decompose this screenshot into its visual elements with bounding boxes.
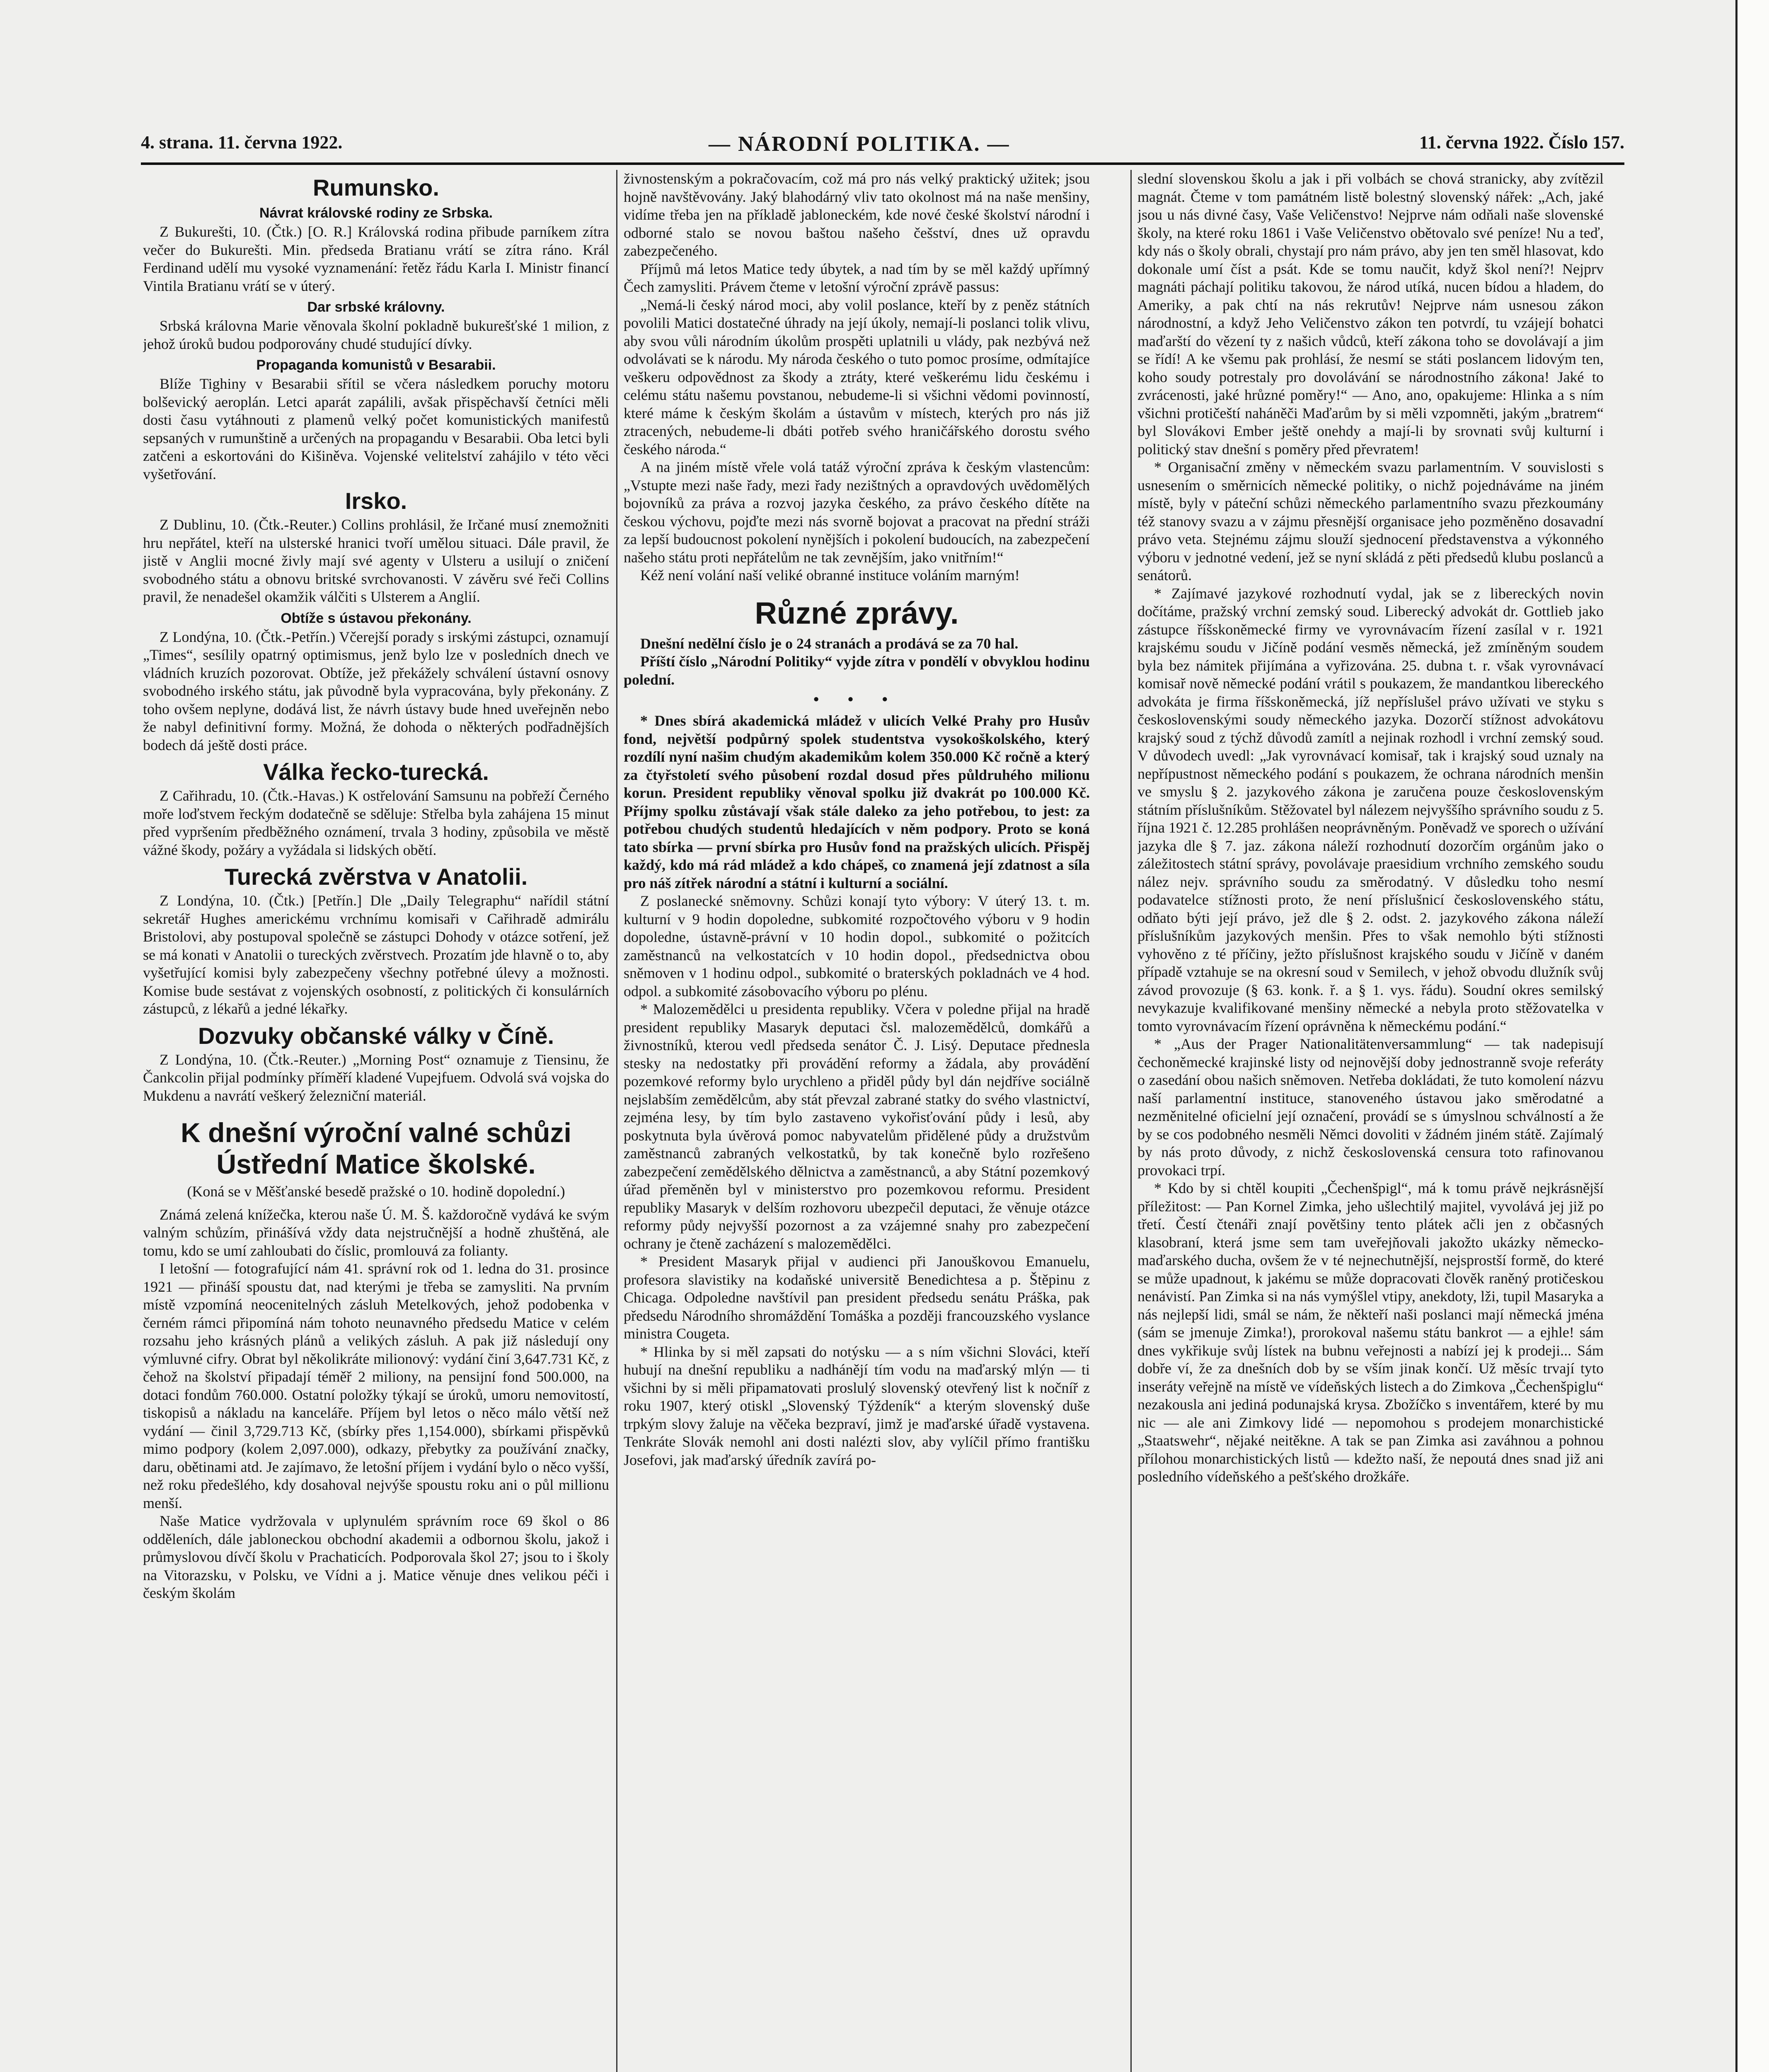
- column-1: [143, 170, 609, 2072]
- column-2: [624, 170, 1090, 2072]
- article-heading: Dozvuky občanské války v Číně.: [198, 1022, 554, 1049]
- article-paragraph: I letošní — fotografující nám 41. správní rok od 1. ledna do 31. prosince 1921 — přináší spoustu dat, nad kterými je třeba se zamysliti. Na prvním místě vzpomíná neocenitelných zásluh Metelkových, jehož podobenka v černém rámci připomíná nám tohoto neunavného předsedu Matice v celém rozsahu jeho krásných plánů a velikých zásluh. A pak již následují ony výmluvné cifry. Obrat byl několikráte milionový: vydání činí 3,647.731 Kč, z čehož na školství připadají téměř 2 miliony, na pensijní fond 500.000, na dotaci fondům 760.000. Ostatní položky týkají se úroků, umoru nemovitostí, tiskopisů a nákladu na kanceláře. Příjem byl letos o něco málo větší než vydání — činil 3,729.713 Kč, (sbírky přes 1,154.000), sbírkami přispěvků mimo podpory (kolem 2,097.000), odkazy, přebytky za používání značky, daru, obětinami atd. Je zajímavo, že letošní příjem i vydání bylo o něco vyšší, než roku předešlého, kdy dosahoval nejvýše spoustu roku ani o půl millionu menší.: [143, 1260, 609, 1511]
- article-subheading: Propaganda komunistů v Besarabii.: [256, 357, 496, 373]
- header-right: 11. června 1922. Číslo 157.: [1419, 132, 1624, 152]
- article-paragraph: Srbská královna Marie věnovala školní pokladně bukurešťské 1 milion, z jehož úroků budou podporovány chudé studující dívky.: [143, 317, 609, 352]
- article-paragraph: živnostenským a pokračovacím, což má pro nás velký praktický užitek; jsou hojně navštěvovány. Jaký blahodárný vliv tato okolnost má na naše menšiny, vidíme třeba jen na příkladě jabloneckém, kde nové české školství národní i odborné stalo se novou baštou našeho češství, dnes už opravdu zabezpečeného.: [624, 170, 1090, 259]
- adjacent-page-edge: [1735, 0, 1769, 2072]
- feature-heading: K dnešní výroční valné schůzi Ústřední Matice školské.: [181, 1117, 571, 1179]
- article-paragraph: * Zajímavé jazykové rozhodnutí vydal, jak se z libereckých novin dočítáme, pražský vrchní zemský soud. Liberecký advokát dr. Gottlieb jako zástupce říšskoněmecké firmy ve vyrovnávacím řízení zasílal v r. 1921 krajskému soudu v Jičíně podání vesměs německá, jež zmíněným soudem byla bez námitek přijímána a vyřizována. 25. dubna t. r. však vyrovnávací komisař nově německé podání vrátil s poukazem, že mandantkou libereckého advokáta je firma říšskoněmecká, jíž nepříslušel právo užívati ve styku s československými soudy německého jazyka. Dozorčí stížnost advokátovu krajský soud z týchž důvodů zamítl a nejinak rozhodl i vrchní zemský soud. V důvodech uvedl: „Jak vyrovnávací komisař, tak i krajský soud uznaly na nepřípustnost německého podání s poukazem, že ochrana národních menšin ve smyslu § 2. jazykového zákona je zaručena pouze československým státním příslušníkům. Stěžovatel byl nálezem nejvyššího správního soudu z 5. října 1921 č. 12.285 prohlášen neoprávněným. Poněvadž ve sporech o užívání jazyka dle § 7. jaz. zákona náleží rozhodnutí dozorčím orgánům jako o záležitostech státní správy, povolávaje praesidium vrchního zemského soudu nález nejv. správního soudu za směrodatný. V důsledku toho nesmí podavatelce stížnosti proto, že není příslušnicí československého státu, odňato býti její právo, jež dle § 2. odst. 2. jazykového zákona náleží příslušníkům jazykových menšin. Přes to však nemohlo býti stížnosti vyhověno z té příčiny, ježto příslušnost krajského soudu v Jičíně v daném případě vztahuje se na okresní soud v Semilech, v jehož obvodu dlužník svůj závod provozuje (§ 63. konk. ř. a § 1. vys. řádu). Soudní okres semilský nevykazuje kvalifikované menšiny německé a nebyla proto stěžovatelka v tomto vyrovnávacím řízení oprávněna k německému podání.“: [1137, 585, 1604, 1034]
- article-paragraph: Z Londýna, 10. (Čtk.-Reuter.) „Morning Post“ oznamuje z Tiensinu, že Čankcolin přijal podmínky příměří kladené Vupejfuem. Odvolá svá vojska do Mukdenu a navrátí veškerý železniční materiál.: [143, 1051, 609, 1104]
- article-paragraph: * „Aus der Prager Nationalitätenversammlung“ — tak nadepisují čechoněmecké krajinské listy od nejnovější doby jednostranně svoje referáty o zasedání obou našich sněmoven. Netřeba dokládati, že tuto komolení názvu naší parlamentní instituce, stanoveného ústavou jako směrodatné a nezměnitelné oficielní její označení, provádí se s úmyslnou schválností a že by se cos podobného nesměli Němci dovoliti v žádném jiném státě. Zajímalý by nás proto důvody, z nichž československá censura toto rafinovanou provokaci trpí.: [1137, 1036, 1604, 1179]
- article-paragraph: A na jiném místě vřele volá tatáž výroční zpráva k českým vlastencům: „Vstupte mezi naše řady, mezi řady nezištných a opravdových uvědomělých bojovníků za práva a rozvoj jazyka českého, za právo českého dítěte na českou výchovu, pojďte mezi nás svorně bojovat a pracovat na přední stráži za lepší budoucnost pokolení nynějších i pokolení budoucích, na zabezpečení našeho státu proti nepřátelům ne tak zevnějším, jako vnitřním!“: [624, 459, 1090, 566]
- article-paragraph: Příjmů má letos Matice tedy úbytek, a nad tím by se měl každý upřímný Čech zamysliti. Právem čteme v letošní výroční zprávě passus:: [624, 260, 1090, 295]
- article-subheading: Návrat královské rodiny ze Srbska.: [259, 205, 493, 221]
- article-heading: Rumunsko.: [313, 174, 439, 201]
- article-paragraph: * Organisační změny v německém svazu parlamentním. V souvislosti s usnesením o směrnicích německé politiky, o nichž pojednáváme na jiném místě, byly v páteční schůzi německého parlamentního svazu přezkoumány též stanovy svazu a v zájmu přesnější organisace jeho pozměněno dosavadní právo veta. Stejnému zájmu slouží sjednocení představenstva a výkonného výboru v jednotné vedení, jež se nyní skládá z pěti předsedů klubu poslanců a senátorů.: [1137, 459, 1604, 583]
- article-paragraph: slední slovenskou školu a jak i při volbách se chová stranicky, aby zvítězil magnát. Čteme v tom památném listě bolestný slovenský nářek: „Ach, jaké jsou u nás divné časy, Vaše Veličenstvo! Nejprve nám odňali naše slovenské školy, na které roku 1861 i Vaše Veličenstvo obětovalo své peníze! Nu a teď, kdy nás o školy obrali, chystají pro nám právo, aby jen ten směl hlasovat, kdo dokonale umí číst a psát. Kde se tomu naučit, když škol není?! Nejprv magnáti páchají politiku takovou, že národ utíká, nucen bídou a hladem, do Ameriky, a pak chtí na nás rekrutův! Nejprve nám usnesou zákon národnostní, a když Jeho Veličenstvo zákon ten potvrdí, tu vzájejí bohatci maďarští do vězení ty z našich vůdců, kteří zákona toho se dovolávají a jim se řídí! A ke všemu pak prohlásí, že nesmí se státi poslancem lidovým ten, koho soudy potrestaly pro dovolávání se národnostního zákona! Jaké to zvrácenosti, jaké hrůzné poměry!“ — Ano, ano, opakujeme: Hlinka a s ním všichni protičeští naháněči Maďarům by si měli vzpomněti, jakým „bratrem“ byl Slovákovi Ember ještě onehdy a mají-li by srovnati svůj kulturní i politický stav dnešní s poměry před převratem!: [1137, 170, 1604, 457]
- article-paragraph: Z Cařihradu, 10. (Čtk.-Havas.) K ostřelování Samsunu na pobřeží Černého moře loďstvem řeckým dodatečně se sděluje: Střelba byla zahájena 15 minut před vypršením předběžného oznámení, trvala 3 hodiny, způsobila ve městě vážné škody, požáry a vyžádala si lidských obětí.: [143, 787, 609, 858]
- notice: Dnešní nedělní číslo je o 24 stranách a prodává se za 70 hal.: [640, 635, 1019, 652]
- article-paragraph: Naše Matice vydržovala v uplynulém správním roce 69 škol o 86 odděleních, dále jabloneckou obchodní akademii a odbornou školu, jakož i průmyslovou dívčí školu v Prachaticích. Podporovala škol 27; jsou to i školy na Vitorazsku, v Polsku, ve Vídni a j. Matice věnuje dnes velikou péči i českým školám: [143, 1513, 609, 1602]
- article-heading: Irsko.: [345, 488, 407, 514]
- article-paragraph: Z Londýna, 10. (Čtk.-Petřín.) Včerejší porady s irskými zástupci, oznamují „Times“, sesílily opatrný optimismus, jenž bylo lze v posledních dnech ve vládních kruzích pozorovat. Obtíže, jež překážely schválení ústavní osnovy svobodného irského státu, jak původně byla vypracována, byly překonány. Z toho ovšem neplyne, dodává list, že návrh ústavy bude hned uveřejněn nebo že nabyl definitivní formy. Možná, že dohoda o některých podřadnějších bodech dá ještě dosti práce.: [143, 628, 609, 753]
- article-paragraph: Z Dublinu, 10. (Čtk.-Reuter.) Collins prohlásil, že Irčané musí znemožniti hru nepřátel, kteří na ulsterské hranici tvoří umělou situaci. Dále pravil, že jistě v Anglii mocné živly mají své agenty v Ulsteru a usilují o zničení svobodného státu a obnovu britské svrchovanosti. V závěru své řeči Collins pravil, že nenadešel okamžik válčiti s Ulsterem a Anglií.: [143, 516, 609, 605]
- feature-subtitle: (Koná se v Měšťanské besedě pražské o 10. hodině dopolední.): [187, 1183, 565, 1200]
- article-paragraph: * Hlinka by si měl zapsati do notýsku — a s ním všichni Slováci, kteří hubují na dnešní republiku a nadhánějí tím vodu na maďarský mlýn — ti všichni by si měli připamatovati proslulý slovenský otevřený list k nočníř z roku 1907, který otiskl „Slovenský Týždeník“ a kterým slovenský duše trpkým slovy žaluje na věčeka bezpraví, jimž je maďarské úřadě vystavena. Tenkráte Slovák nemohl ani dosti nalézti slov, aby vylíčil přímo františku Josefovi, jak maďarský úředník zavírá po-: [624, 1343, 1090, 1468]
- article-paragraph: Z Bukurešti, 10. (Čtk.) [O. R.] Královská rodina přibude parníkem zítra večer do Bukurešti. Min. předseda Bratianu vrátí se zítra ráno. Král Ferdinand udělí mu vysoké vyznamenání: řetěz řádu Karla I. Ministr financí Vintila Bratianu vrátí se v úterý.: [143, 223, 609, 294]
- column-divider: [1130, 170, 1132, 2072]
- header-rule: [141, 162, 1624, 165]
- article-paragraph: * Malozemědělci u presidenta republiky. Včera v poledne přijal na hradě president republiky Masaryk deputaci čsl. malozemědělců, domkářů a živnostníků, kterou vedl předseda senátor Č. J. Lisý. Deputace přednesla stesky na nedostatky při provádění reformy a žádala, aby provádění pozemkové reformy bylo urychleno a přiděl půdy byl dán nejdříve sociálně nejslabším zemědělcům, aby stát převzal zabrané statky do svého vlastnictví, zejména lesy, by tím bylo zastaveno vykořisťování půdy i lesů, aby poskytnuta byla úvěrová pomoc nabyvatelům přidělené půdy a družstvům zaměstnanců zabraných velkostatků, by tak konečně bylo rozřešeno zabezpečení zemědělského dělnictva a zaměstnanců, a aby Státní pozemkový úřad přeměněn byl v ministerstvo pro pozemkovou reformu. President republiky Masaryk v delším rozhovoru ubezpečil deputaci, že věnuje otázce reformy půdy nejvyšší pozornost a za vzájemné snahy pro zabezpečení ochrany je čteně zacházení s malozemědělci.: [624, 1001, 1090, 1252]
- article-paragraph: * President Masaryk přijal v audienci při Janouškovou Emanuelu, profesora slavistiky na kodaňské universitě Benedichtesa a p. Štěpinu z Chicaga. Odpoledne navštívil pan president předsedu senátu Práška, pak předsedu Národního shromáždění Tomáška a později francouzského vyslance ministra Cougeta.: [624, 1253, 1090, 1342]
- article-heading: Válka řecko-turecká.: [263, 759, 489, 785]
- article-paragraph: Z Londýna, 10. (Čtk.) [Petřín.] Dle „Daily Telegraphu“ nařídil státní sekretář Hughes americkému vrchnímu komisaři v Cařihradě admirálu Bristolovi, aby postupoval společně se zástupci Dohody v otázce sotření, jež se má konati v Anatolii o tureckých zvěrstvech. Prozatím jde hlavně o to, aby vyšetřující komisi byly zabezpečeny všechny potřebné úlevy a možnosti. Komise bude sestávat z vojenských osobností, z politických či konsulárních zástupců, z lékařů a jedné lékařky.: [143, 892, 609, 1017]
- article-paragraph: Z poslanecké sněmovny. Schůzi konají tyto výbory: V úterý 13. t. m. kulturní v 9 hodin dopoledne, subkomité rozpočtového výboru v 9 hodin dopoledne, ústavně-právní v 10 hodin dopol., subkomité o požitcích zaměstnanců na velkostatcích v 10 hodin dopol., předsednictva obou sněmoven v 1 hodinu odpol., subkomité o braterských pokladnách ve 4 hod. odpol. a subkomité zásobovacího výboru po plénu.: [624, 893, 1090, 1000]
- article-paragraph: * Kdo by si chtěl koupiti „Čechenšpigl“, má k tomu právě nejkrásnější příležitost: — Pan Kornel Zimka, jeho ušlechtilý majitel, vyvolává jej již po třetí. Čestí čtenáři znají povětšiny tento plátek ačli jen z občasných klasobraní, která jsme sem tam uveřejňovali jakožto ukázky německo-maďarského ducha, ovšem že v té nejnechutnější, nejsprostší formě, do které se může upadnout, k jakému se může dopracovati člověk raněný protičeskou nenávistí. Pan Zimka si na nás vymýšlel vtipy, anekdoty, lži, tupil Masaryka a nás nejlepší lidi, smál se nám, že někteří naši poslanci mají německá jména (sám se jmenuje Zimka!), prorokoval našemu státu bankrot — a ejhle! sám dnes vykřikuje svůj lístek na bubnu veřejnosti a nabízí jej k prodeji... Sám dobře ví, že za dnešních dob by se vším jinak končí. Už měsíc trvají tyto inseráty veřejně na místě ve vídeňských listech a do Zimkova „Čechenšpiglu“ nezakousla ani jediná podunajská krysa. Zbožíčko s inventářem, které by mu nic — ale ani Zimkovy lidé — nepomohou s prodejem monarchistické „Staatswehr“, nějaké neitěkne. A tak se pan Zimka asi zaváhnou a pohnou přílohou monarchistických listů — kdežto naší, že nepoutá dnes snad již ani posledního vídeňského a pešťského drožkáře.: [1137, 1180, 1604, 1485]
- header-left: 4. strana. 11. června 1922.: [141, 132, 343, 152]
- masthead-title: — NÁRODNÍ POLITIKA. —: [709, 132, 1010, 156]
- article-paragraph: Kéž není volání naší veliké obranné instituce voláním marným!: [640, 567, 1020, 583]
- article-paragraph: Blíže Tighiny v Besarabii sřítil se včera následkem poruchy motoru bolševický aeroplán. Letci aparát zapálili, avšak přispěchavší četníci měli dosti času vytáhnouti z plamenů velký počet komunistických manifestů sepsaných v rumunštině a určených na propagandu v Besarabii. Oba letci byli zatčeni a eskortováni do Kišiněva. Vojenské velitelství zahájilo v této věci vyšetřování.: [143, 375, 609, 482]
- article-subheading: Obtíže s ústavou překonány.: [281, 610, 472, 626]
- article-paragraph: Známá zelená knížečka, kterou naše Ú. M. Š. každoročně vydává ke svým valným schůzím, přinášívá vždy data nejstručnější a hodně zhuštěná, ale tomu, kdo se umí zahloubati do číslic, promlouvá za folianty.: [143, 1206, 609, 1259]
- separator-dots: • • •: [813, 691, 900, 708]
- quoted-passage: „Nemá-li český národ moci, aby volil poslance, kteří by z peněz státních povolili Matici dostatečné úhrady na její úkoly, nemají-li poslanci tolik vlivu, aby svou vůli národním úkolům prospěti uplatnili u vlády, pak nezbývá než odvolávati se k národu. My národa českého o tuto pomoc prosíme, odmítajíce veškeru odpovědnost za škody a ztráty, které veškerému lidu českému i celému státu našemu povstanou, nebudeme-li si všichni vědomi povinností, které máme k českým školám a ústavům v místech, kterých pro nás již ztracených, nebudeme-li dbáti potřeb svého hraničářského dorostu svého českého národa.“: [624, 296, 1090, 457]
- column-3: [1137, 170, 1604, 2072]
- article-heading: Turecká zvěrstva v Anatolii.: [224, 864, 528, 890]
- section-heading: Různé zprávy.: [755, 595, 959, 630]
- article-paragraph: * Dnes sbírá akademická mládež v ulicích Velké Prahy pro Husův fond, největší podpůrný spolek studentstva vysokoškolského, který rozdílí nyní našim chudým akademikům kolem 350.000 Kč ročně a který za čtyřstoletí svého působení rozdal dosud přes půldruhého milionu korun. President republiky věnoval spolku již dvakrát po 100.000 Kč. Příjmy spolku zůstávají však stále daleko za jeho potřebou, to jest: za potřebou chudých studentů hledajících v něm podpory. Proto se koná tato sbírka — první sbírka pro Husův fond na pražských ulicích. Přispěj každý, kdo má rád mládež a kdo chápeš, co znamená její zdatnost a síla pro náš zítřek národní a státní i kulturní a sociální.: [624, 712, 1090, 891]
- column-divider: [616, 170, 617, 2072]
- notice: Příští číslo „Národní Politiky“ vyjde zítra v pondělí v obvyklou hodinu polední.: [624, 653, 1090, 688]
- article-subheading: Dar srbské královny.: [307, 299, 445, 315]
